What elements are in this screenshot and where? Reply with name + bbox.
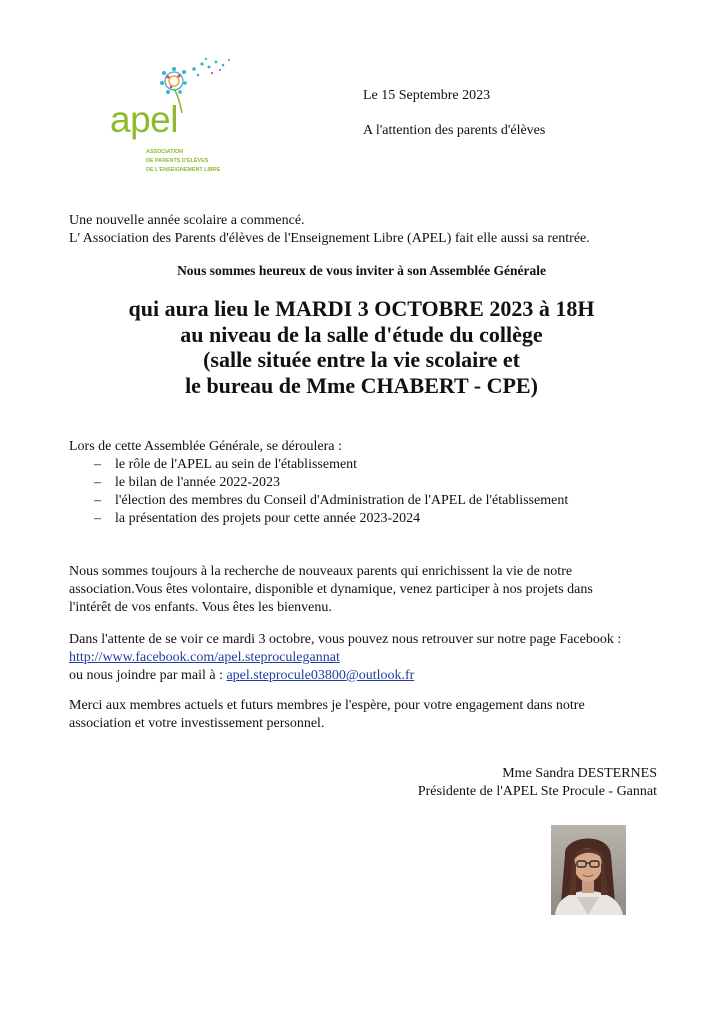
portrait-photo-icon xyxy=(551,825,626,915)
recruit-line: Nous sommes toujours à la recherche de nouveaux parents qui enrichissent la vie de notre xyxy=(69,564,573,579)
agenda-item-text: l'élection des membres du Conseil d'Administration de l'APEL de l'établissement xyxy=(115,493,569,508)
intro-paragraph xyxy=(69,212,590,248)
apel-logo xyxy=(108,55,258,175)
dash-bullet: – xyxy=(94,457,101,472)
agenda-list xyxy=(94,456,568,528)
intro-line: L' Association des Parents d'élèves de l'Enseignement Libre (APEL) fait elle aussi sa rentrée. xyxy=(69,231,590,246)
details-line: le bureau de Mme CHABERT - CPE) xyxy=(185,372,538,398)
logo-subtitle-line: DE PARENTS D'ÉLÈVES xyxy=(146,158,209,164)
contact-line: Dans l'attente de se voir ce mardi 3 octobre, vous pouvez nous retrouver sur notre page Facebook : xyxy=(69,632,622,647)
email-link[interactable]: apel.steprocule03800@outlook.fr xyxy=(226,668,415,683)
list-item xyxy=(94,510,568,528)
invitation-heading: Nous sommes heureux de vous inviter à son Assemblée Générale xyxy=(177,263,546,278)
mail-prefix: ou nous joindre par mail à : xyxy=(69,668,227,683)
agenda-item-text: la présentation des projets pour cette année 2023-2024 xyxy=(115,511,421,526)
signer-name: Mme Sandra DESTERNES xyxy=(502,766,657,781)
thanks-paragraph xyxy=(69,697,585,733)
recruit-line: association.Vous êtes volontaire, disponible et dynamique, venez participer à nos projets dans xyxy=(69,582,593,597)
facebook-link[interactable]: http://www.facebook.com/apel.steproculegannat xyxy=(69,650,340,665)
dash-bullet: – xyxy=(94,475,101,490)
details-line: au niveau de la salle d'étude du collège xyxy=(180,321,543,347)
meeting-details xyxy=(0,296,723,398)
signer-role: Présidente de l'APEL Ste Procule - Gannat xyxy=(417,784,657,799)
signer-photo xyxy=(551,825,626,915)
details-line: qui aura lieu le MARDI 3 OCTOBRE 2023 à 18H xyxy=(128,296,595,321)
recruitment-paragraph xyxy=(69,563,593,617)
logo-subtitle xyxy=(146,148,220,175)
list-item xyxy=(94,492,568,510)
recruit-line: l'intérêt de vos enfants. Vous êtes les bienvenu. xyxy=(69,600,332,615)
agenda-item-text: le rôle de l'APEL au sein de l'établissement xyxy=(115,457,358,472)
details-line: (salle située entre la vie scolaire et xyxy=(203,347,520,372)
agenda-item-text: le bilan de l'année 2022-2023 xyxy=(115,475,281,490)
logo-subtitle-line: DE L'ENSEIGNEMENT LIBRE xyxy=(146,167,221,173)
contact-paragraph xyxy=(69,631,621,685)
thanks-line: association et votre investissement personnel. xyxy=(69,716,325,731)
logo-subtitle-line: ASSOCIATION xyxy=(146,149,184,155)
thanks-line: Merci aux membres actuels et futurs membres je l'espère, pour votre engagement dans notre xyxy=(69,698,585,713)
list-item xyxy=(94,474,568,492)
logo-wordmark: apel xyxy=(110,99,178,140)
facebook-line xyxy=(69,649,621,667)
letter-recipient: A l'attention des parents d'élèves xyxy=(363,123,546,138)
intro-line: Une nouvelle année scolaire a commencé. xyxy=(69,213,305,228)
list-item xyxy=(94,456,568,474)
dash-bullet: – xyxy=(94,493,101,508)
agenda-lead: Lors de cette Assemblée Générale, se déroulera : xyxy=(69,439,342,454)
signature-block xyxy=(418,765,657,801)
dash-bullet: – xyxy=(94,511,101,526)
mail-line xyxy=(69,667,621,685)
letter-date: Le 15 Septembre 2023 xyxy=(363,88,491,103)
